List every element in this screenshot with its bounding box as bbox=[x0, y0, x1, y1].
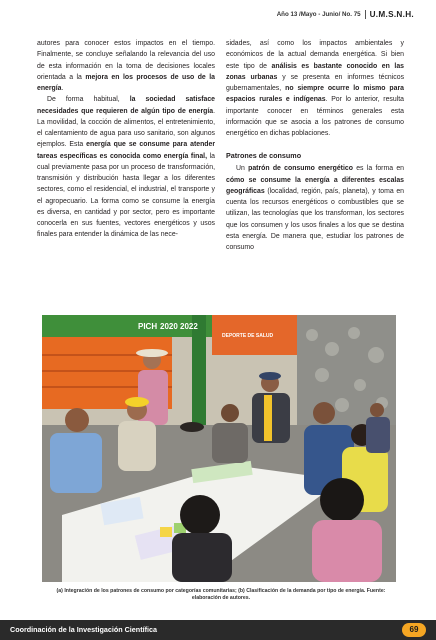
bold-run: mejora en los procesos de uso de la energía bbox=[37, 73, 215, 92]
text-run: es la forma en bbox=[352, 165, 405, 173]
bold-run: análisis es bastante conocido en las zonas urbanas bbox=[226, 62, 404, 81]
photo-illustration bbox=[42, 315, 396, 582]
sign-text-left: PICH bbox=[138, 322, 158, 331]
bold-run: energía que se consume para atender tareas específicas es conocida como energía final, bbox=[37, 141, 216, 160]
paragraph-right-2 bbox=[226, 163, 404, 253]
figure-caption: (a) Integración de los patrones de consumo por categorías comunitarias; (b) Clasificación de la demanda por tipo de energía. Fuente: elaboración de autores. bbox=[56, 588, 386, 602]
bold-run: no siempre ocurre lo mismo para espacios rurales e indígenas bbox=[226, 85, 404, 104]
text-run: . bbox=[61, 85, 64, 92]
section-heading: Patrones de consumo bbox=[226, 151, 302, 161]
sticky-note bbox=[160, 527, 172, 537]
footer-coordination-text: Coordinación de la Investigación Científica bbox=[10, 625, 157, 634]
sign-text-right: DEPORTE DE SALUD bbox=[222, 333, 274, 339]
text-run: De forma habitual, bbox=[47, 96, 130, 104]
bold-run: la sociedad satisface necesidades que requieren de algún tipo de energía bbox=[37, 96, 215, 115]
text-column-right bbox=[226, 38, 404, 253]
text-run: Un bbox=[236, 165, 249, 173]
text-run: sidades, así como los impactos ambientales y económicos de la actual demanda energética. Si bien este tipo de bbox=[226, 40, 404, 70]
text-run: autores para conocer estos impactos en el tiempo. Finalmente, se concluye señalando la relevancia del uso de esta información en la toma de decisiones locales orientada a la bbox=[37, 40, 215, 81]
text-run: (localidad, región, país, planeta), y toma en cuenta los recursos energéticos o combustibles que se utilizan, las tecnologías que los transforman, los sectores que los consumen y los usos finales a los que se destina esta energía. De manera que, estudiar los patrones de consumo bbox=[226, 187, 404, 251]
text-column-left bbox=[37, 38, 215, 241]
bold-run: cómo se consume la energía a diferentes escalas geográficas bbox=[226, 176, 404, 195]
green-column bbox=[192, 315, 206, 425]
sign-text-year: 2020 2022 bbox=[160, 322, 198, 331]
text-run: la cual previamente pasa por un proceso de transformación, transmisión y distribución hasta llegar a los diferentes sectores, como el residencial, el industrial, el transporte y el agropecuario. La forma como se consume la energía es diversa, en cantidad y por sector, pero es importante conocerla en sus fuentes, vectores energéticos y usos finales para entender la dinámica de las nece- bbox=[37, 152, 215, 239]
page-number-badge: 69 bbox=[402, 623, 426, 637]
page-footer bbox=[0, 620, 436, 640]
bold-run: patrón de consumo energético bbox=[248, 165, 353, 173]
running-header bbox=[277, 7, 414, 21]
paragraph-left-1 bbox=[37, 38, 215, 94]
paragraph-left-2 bbox=[37, 94, 215, 240]
community-workshop-photo bbox=[42, 315, 396, 582]
text-run: y se presenta en informes técnicos gubernamentales, bbox=[226, 73, 405, 92]
text-run: . Por lo anterior, resulta importante conocer en términos generales esta información que se asocia a los patrones de consumo energético en dichas poblaciones. bbox=[226, 96, 404, 137]
journal-brand: U.M.S.N.H. bbox=[369, 9, 414, 19]
text-run: . La movilidad, la cocción de alimentos, el entretenimiento, el calentamiento de agua para uso sanitario, son algunos ejemplos. Esta bbox=[37, 107, 215, 149]
issue-info: Año 13 /Mayo - Junio/ No. 75 bbox=[276, 10, 361, 18]
paragraph-right-1 bbox=[226, 38, 404, 139]
dog bbox=[180, 422, 204, 432]
header-divider bbox=[365, 10, 366, 19]
